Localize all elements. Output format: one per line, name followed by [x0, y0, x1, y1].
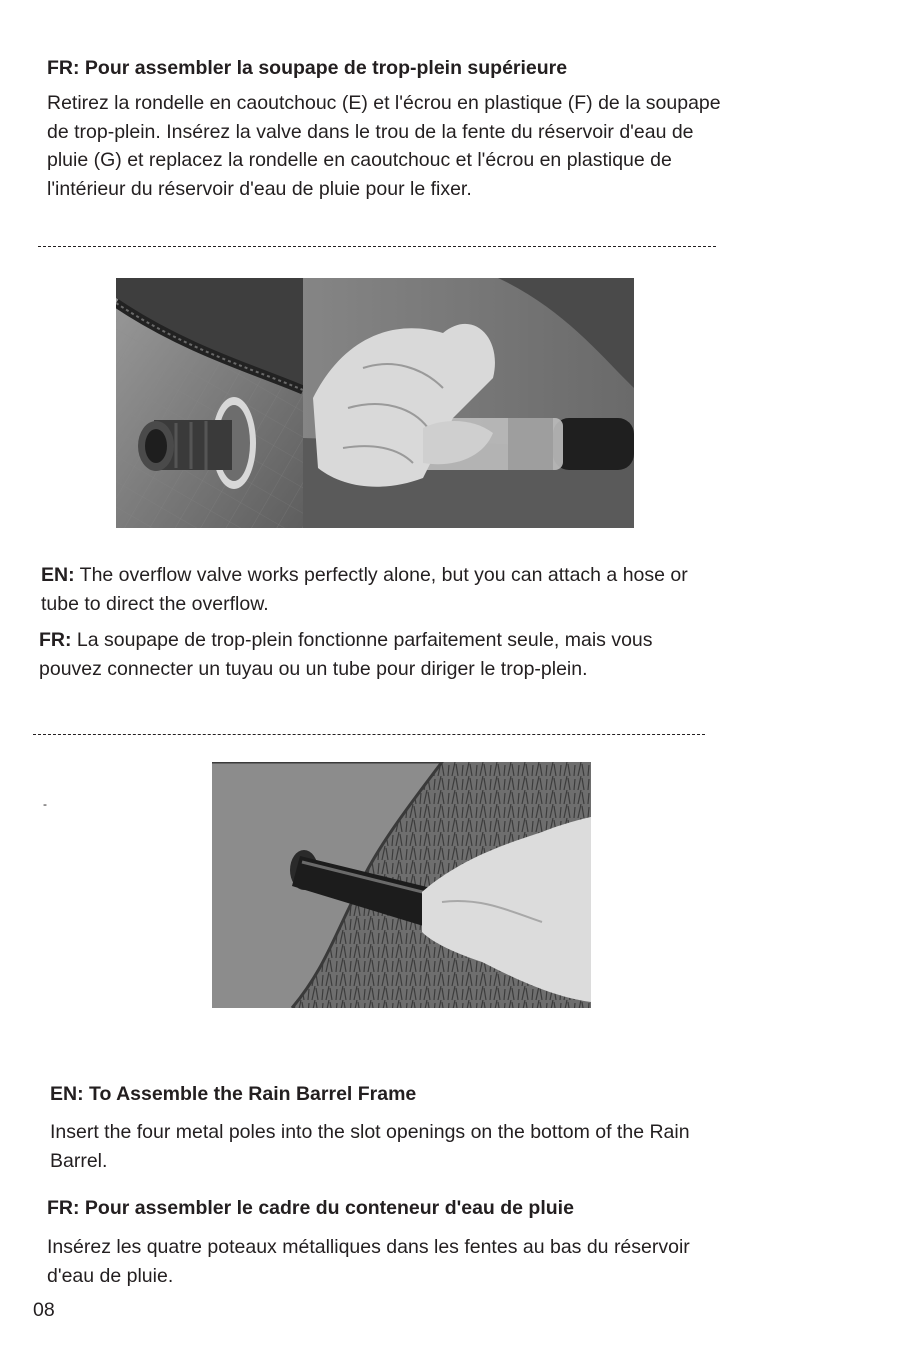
stray-mark: - — [43, 797, 47, 811]
note-fr — [39, 626, 699, 683]
dashed-divider — [38, 246, 716, 247]
section-body-fr-overflow: Retirez la rondelle en caoutchouc (E) et l'écrou en plastique (F) de la soupape de trop-plein. Insérez la valve dans le trou de la fente du réservoir d'eau de pluie (G) et replacez la rondelle en caoutchouc et l'écrou en plastique de l'intérieur du réservoir d'eau de pluie pour le fixer. — [47, 92, 721, 200]
hands-attaching-tube-photo — [303, 278, 634, 528]
page-number: 08 — [33, 1299, 55, 1321]
section-title-fr-frame: FR: Pour assembler le cadre du conteneur d'eau de pluie — [47, 1197, 574, 1219]
dashed-divider — [33, 734, 705, 735]
note-en-text: The overflow valve works perfectly alone, but you can attach a hose or tube to direct the overflow. — [41, 564, 688, 615]
section-body-en-frame: Insert the four metal poles into the slot openings on the bottom of the Rain Barrel. — [50, 1121, 690, 1172]
note-fr-text: La soupape de trop-plein fonctionne parfaitement seule, mais vous pouvez connecter un tuyau ou un tube pour diriger le trop-plein. — [39, 629, 653, 680]
section-title-en-frame: EN: To Assemble the Rain Barrel Frame — [50, 1083, 417, 1105]
section-title-fr-overflow: FR: Pour assembler la soupape de trop-plein supérieure — [47, 57, 568, 79]
note-en — [41, 561, 711, 618]
section-body-fr-frame: Insérez les quatre poteaux métalliques dans les fentes au bas du réservoir d'eau de pluie. — [47, 1236, 690, 1287]
pole-insertion-photo — [212, 762, 591, 1008]
valve-fitting-photo — [116, 278, 303, 528]
note-en-label: EN: — [41, 564, 75, 586]
note-fr-label: FR: — [39, 629, 72, 651]
